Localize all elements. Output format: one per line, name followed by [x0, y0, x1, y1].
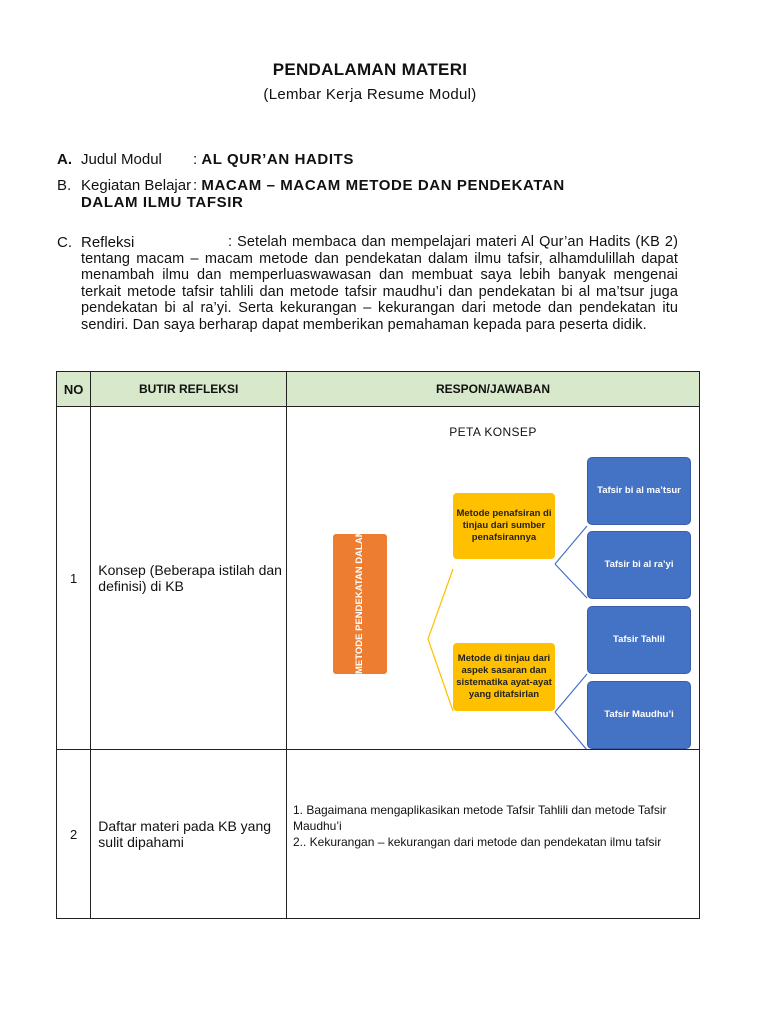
header-butir: BUTIR REFLEKSI	[91, 372, 287, 407]
table-row	[57, 407, 700, 750]
concept-branch-2: Metode di tinjau dari aspek sasaran dan sistematika ayat-ayat yang ditafsirlan	[453, 643, 555, 711]
header-respon: RESPON/JAWABAN	[286, 372, 699, 407]
row-2-respon	[286, 750, 699, 919]
row-2-respon-line-1: 1. Bagaimana mengaplikasikan metode Tafsir Tahlili dan metode Tafsir Maudhu’i	[292, 803, 667, 833]
row-2-no: 2	[57, 750, 91, 919]
row-2-butir: Daftar materi pada KB yang sulit dipahami	[91, 750, 287, 919]
row-1-butir: Konsep (Beberapa istilah dan definisi) di KB	[91, 407, 287, 750]
concept-branch-1: Metode penafsiran di tinjau dari sumber penafsirannya	[453, 493, 555, 559]
concept-map	[287, 407, 699, 749]
section-b-separator: :	[193, 177, 198, 194]
section-a-label: Judul Modul	[81, 151, 162, 168]
row-1-no: 1	[57, 407, 91, 750]
page-title: PENDALAMAN MATERI	[272, 60, 468, 79]
table-header-row	[57, 372, 700, 407]
section-c-letter: C.	[57, 234, 72, 251]
section-b	[57, 177, 697, 211]
concept-leaf-4: Tafsir Maudhu’i	[587, 681, 691, 749]
section-b-letter: B.	[57, 177, 72, 194]
concept-leaf-3: Tafsir Tahlil	[587, 606, 691, 674]
concept-leaf-1: Tafsir bi al ma’tsur	[587, 457, 691, 525]
section-b-value-line1: MACAM – MACAM METODE DAN PENDEKATAN	[201, 177, 565, 194]
concept-center-label: METODE PENDEKATAN DALAM ILMU TAFSIR	[353, 467, 365, 674]
concept-map-title: PETA KONSEP	[449, 425, 537, 439]
section-b-value-line2: DALAM ILMU TAFSIR	[81, 194, 244, 211]
reflection-text: : Setelah membaca dan mempelajari materi Al Qur’an Hadits (KB 2) tentang macam – macam metode dan pendekatan dalam ilmu tafsir, alhamdulillah dapat menambah ilmu dan memperluaswawasan dan membuat saya lebih banyak mengenai terkait metode tafsir tahlili dan metode tafsir maudhu’i dan pendekatan bi al ma’tsur juga pendekatan bi al ra’yi. Serta kekurangan – kekurangan dari metode dan pendekatan itu sendiri. Dan saya berharap dapat memberikan pemahaman kepada para peserta didik.	[81, 234, 678, 333]
connector-center-to-branches	[428, 569, 453, 711]
concept-leaf-2: Tafsir bi al ra’yi	[587, 531, 691, 599]
section-a	[57, 151, 697, 168]
section-a-letter: A.	[57, 151, 72, 168]
section-c-label: Refleksi	[81, 234, 135, 251]
concept-center-box	[333, 467, 387, 674]
row-2-respon-line-2: 2.. Kekurangan – kekurangan dari metode dan pendekatan ilmu tafsir	[292, 835, 662, 849]
connector-branch1-to-leaves	[555, 526, 587, 598]
header-no: NO	[57, 372, 91, 407]
section-a-separator: :	[193, 151, 198, 168]
connector-branch2-to-leaves	[555, 674, 587, 749]
row-2-respon-text	[287, 750, 699, 850]
table-row	[57, 750, 700, 919]
reflection-table	[56, 371, 700, 919]
row-1-respon	[286, 407, 699, 750]
page-subtitle: (Lembar Kerja Resume Modul)	[263, 86, 477, 103]
section-a-value: AL QUR’AN HADITS	[201, 151, 355, 168]
section-b-label: Kegiatan Belajar	[81, 177, 192, 194]
